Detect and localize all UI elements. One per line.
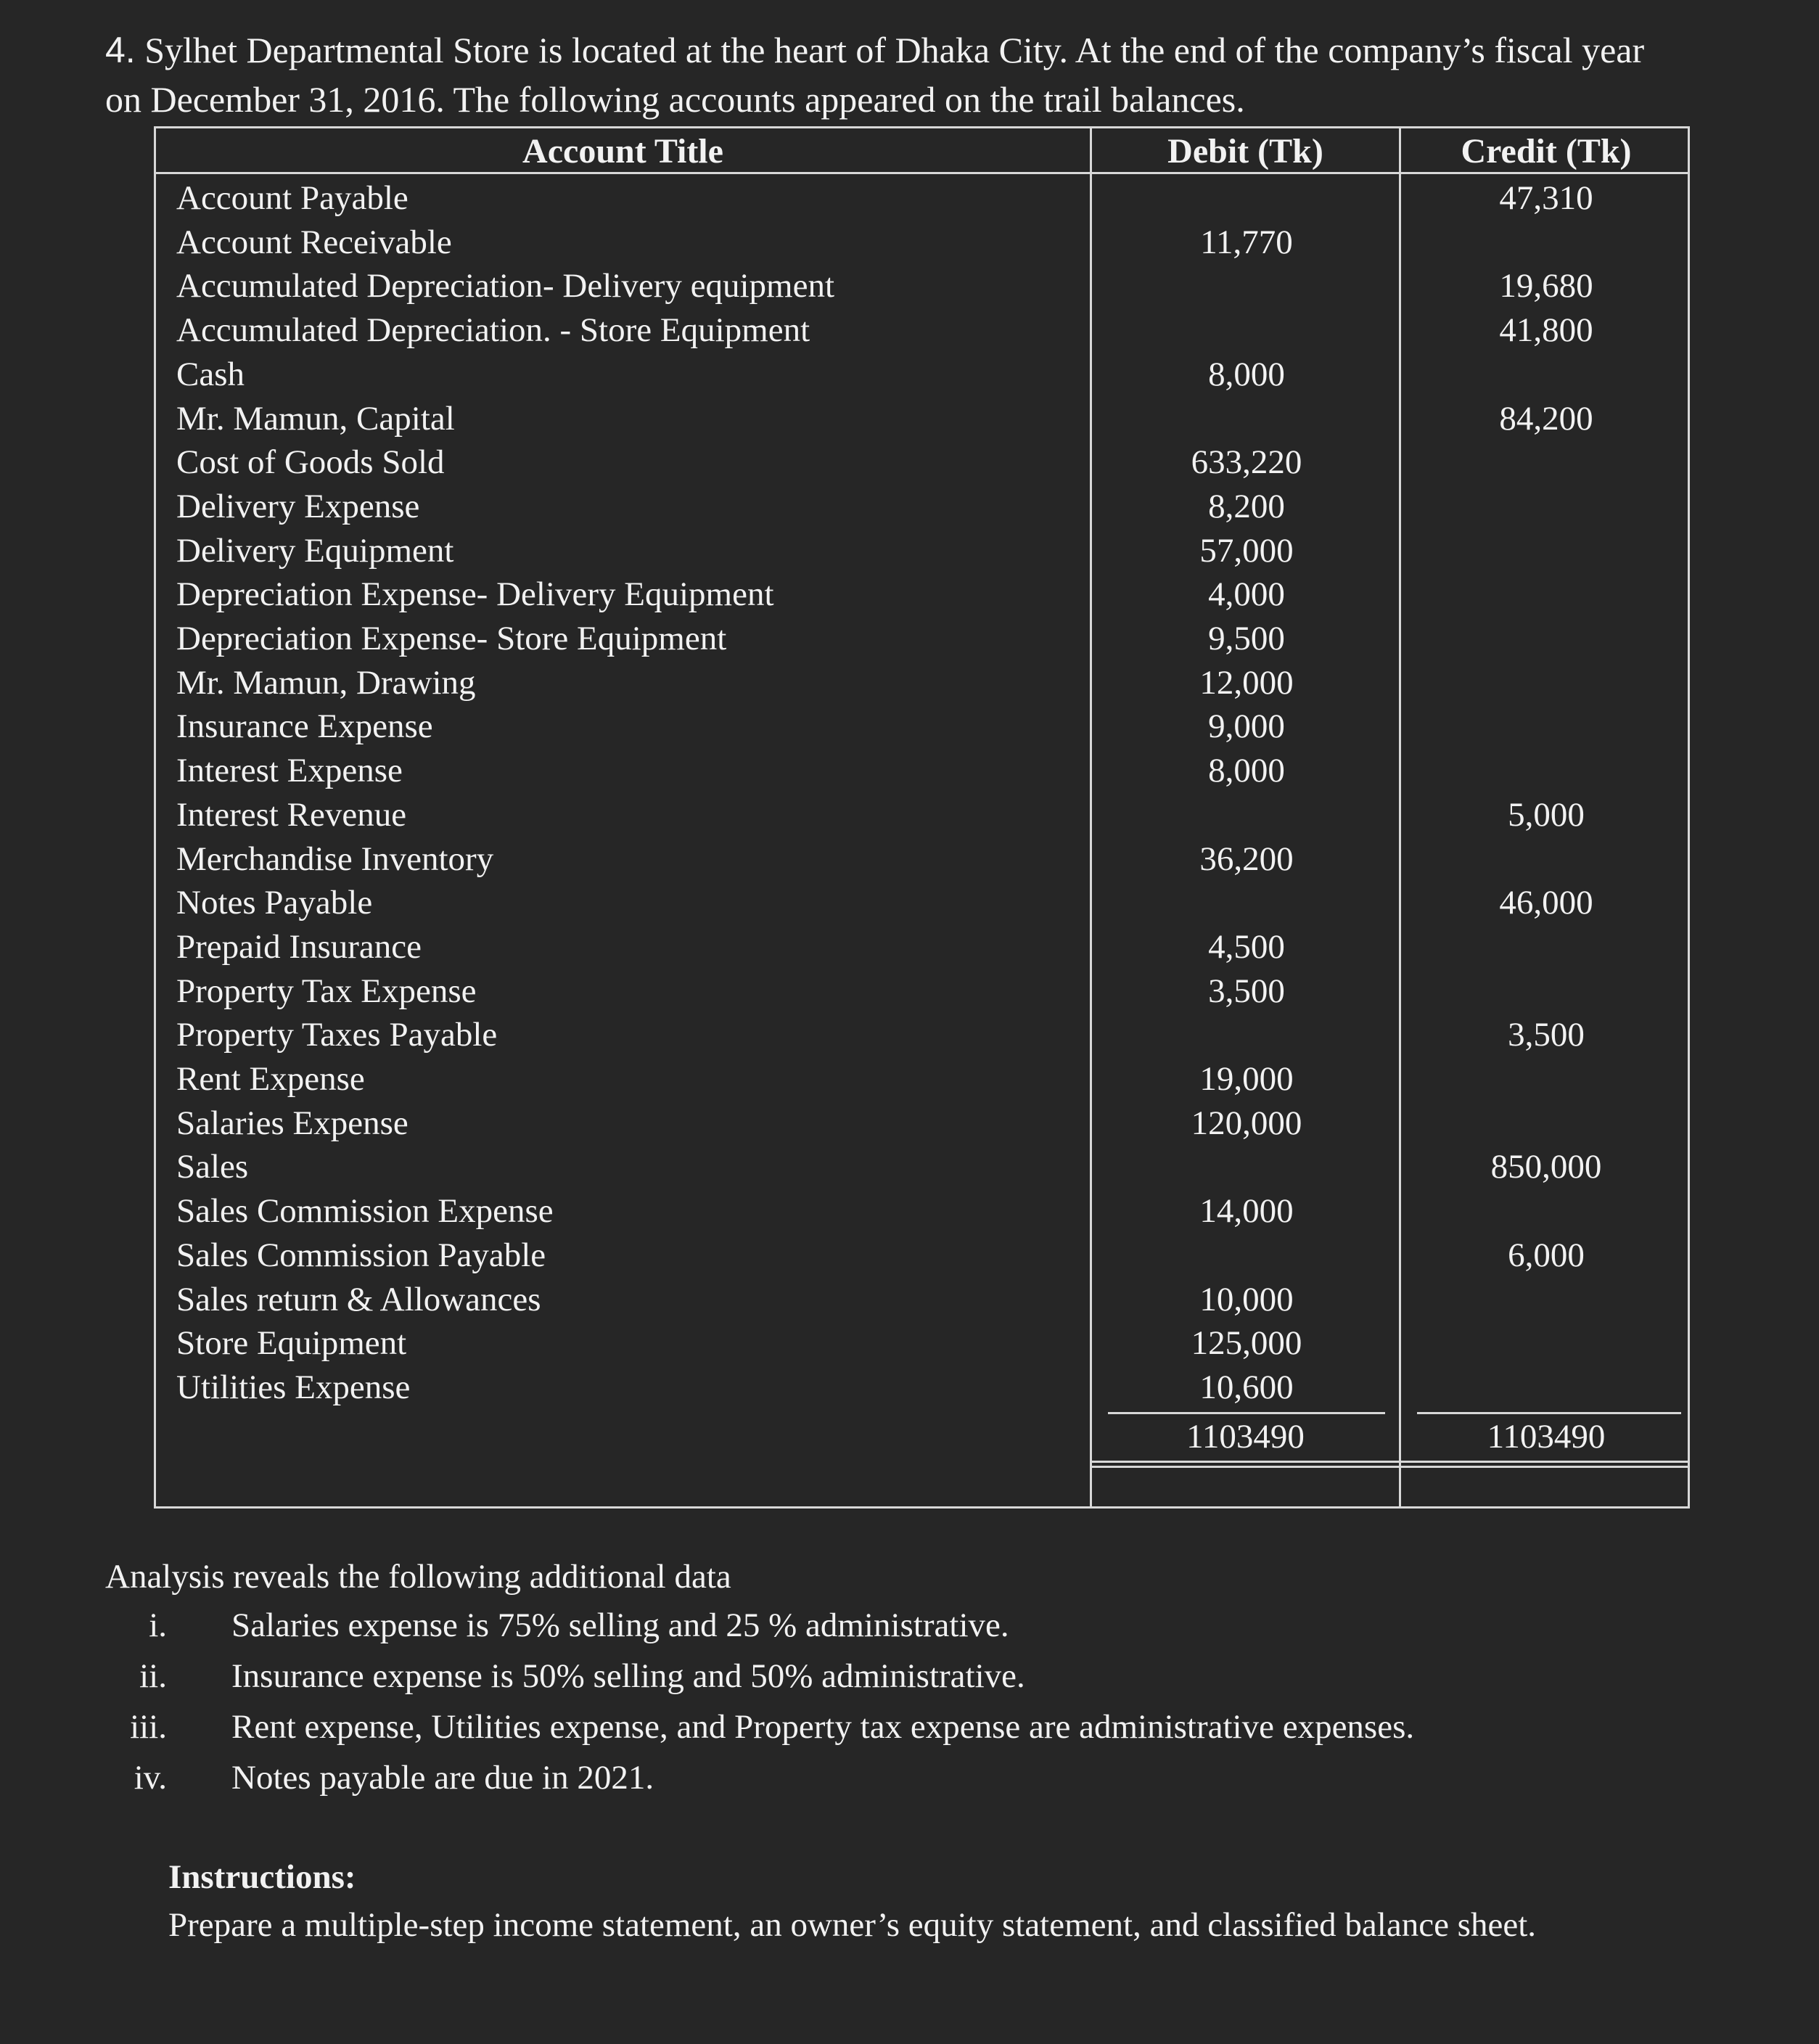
account-title: Salaries Expense (176, 1104, 408, 1142)
table-row (156, 881, 1688, 925)
table-row (156, 1057, 1688, 1101)
account-title: Delivery Expense (176, 487, 420, 525)
header-debit: Debit (Tk) (1167, 132, 1323, 171)
account-title: Merchandise Inventory (176, 840, 494, 878)
credit-amount: 19,680 (1499, 267, 1593, 305)
account-title: Depreciation Expense- Store Equipment (176, 620, 727, 657)
debit-amount: 8,000 (1208, 355, 1285, 393)
table-row (156, 837, 1688, 882)
question-line-1 (105, 29, 1644, 71)
question-text: Sylhet Departmental Store is located at the heart of Dhaka City. At the end of the company’s fiscal year (144, 30, 1645, 70)
account-title: Prepaid Insurance (176, 927, 422, 966)
account-title: Notes Payable (176, 884, 373, 922)
double-rule-top (1090, 1461, 1688, 1463)
analysis-item-number: i. (149, 1606, 167, 1644)
credit-total: 1103490 (1487, 1418, 1606, 1456)
table-row (156, 705, 1688, 749)
account-title: Account Receivable (176, 223, 452, 261)
analysis-item-text: Notes payable are due in 2021. (231, 1759, 654, 1797)
question-number: 4. (105, 30, 136, 70)
instructions-text: Prepare a multiple-step income statement, an owner’s equity statement, and classified balance sheet. (168, 1906, 1537, 1944)
debit-amount: 3,500 (1208, 972, 1285, 1010)
debit-total: 1103490 (1186, 1418, 1305, 1456)
debit-amount: 8,200 (1208, 487, 1285, 525)
trial-balance-table (154, 126, 1690, 1509)
debit-amount: 10,000 (1199, 1280, 1294, 1318)
table-row (156, 440, 1688, 485)
credit-amount: 84,200 (1499, 399, 1593, 438)
table-row (156, 1145, 1688, 1189)
instructions-heading: Instructions: (168, 1858, 356, 1896)
account-title: Insurance Expense (176, 707, 433, 746)
debit-amount: 10,600 (1199, 1368, 1294, 1406)
table-row (156, 617, 1688, 661)
account-title: Sales Commission Expense (176, 1192, 554, 1231)
account-title: Property Tax Expense (176, 972, 477, 1010)
debit-amount: 120,000 (1191, 1104, 1302, 1142)
debit-amount: 8,000 (1208, 752, 1285, 790)
table-row (156, 308, 1688, 353)
analysis-heading: Analysis reveals the following additional data (105, 1558, 731, 1596)
debit-amount: 125,000 (1191, 1324, 1302, 1363)
credit-amount: 3,500 (1508, 1016, 1585, 1054)
account-title: Depreciation Expense- Delivery Equipment (176, 575, 774, 614)
debit-amount: 12,000 (1199, 663, 1294, 702)
debit-amount: 36,200 (1199, 840, 1294, 878)
table-row (156, 572, 1688, 617)
account-title: Cash (176, 355, 245, 393)
debit-amount: 9,000 (1208, 707, 1285, 746)
account-title: Delivery Equipment (176, 531, 454, 570)
credit-amount: 850,000 (1490, 1148, 1602, 1186)
account-title: Interest Revenue (176, 795, 407, 834)
credit-amount: 5,000 (1508, 795, 1585, 834)
credit-amount: 46,000 (1499, 884, 1593, 922)
analysis-item-number: iii. (130, 1708, 167, 1746)
debit-amount: 633,220 (1191, 443, 1302, 482)
account-title: Sales Commission Payable (176, 1236, 546, 1274)
account-title: Mr. Mamun, Drawing (176, 663, 476, 702)
analysis-item-number: ii. (139, 1657, 167, 1695)
credit-total-rule (1417, 1412, 1681, 1414)
credit-amount: 47,310 (1499, 179, 1593, 217)
table-row (156, 353, 1688, 397)
table-row (156, 221, 1688, 265)
debit-amount: 14,000 (1199, 1192, 1294, 1231)
question-line-2: on December 31, 2016. The following accounts appeared on the trail balances. (105, 79, 1245, 120)
credit-amount: 6,000 (1508, 1236, 1585, 1274)
account-title: Mr. Mamun, Capital (176, 399, 455, 438)
table-row (156, 1278, 1688, 1322)
account-title: Utilities Expense (176, 1368, 411, 1406)
table-row (156, 1366, 1688, 1410)
table-row (156, 793, 1688, 837)
table-row (156, 1189, 1688, 1234)
table-row (156, 264, 1688, 308)
header-account-title: Account Title (522, 132, 723, 171)
debit-amount: 11,770 (1200, 223, 1293, 261)
analysis-item-text: Salaries expense is 75% selling and 25 % administrative. (231, 1606, 1009, 1644)
table-row (156, 397, 1688, 441)
table-row (156, 1321, 1688, 1366)
double-rule-bottom (1090, 1466, 1688, 1468)
debit-amount: 19,000 (1199, 1060, 1294, 1098)
table-row (156, 925, 1688, 969)
table-row (156, 485, 1688, 529)
account-title: Sales (176, 1148, 249, 1186)
table-row (156, 176, 1688, 221)
debit-amount: 4,000 (1208, 575, 1285, 614)
debit-amount: 4,500 (1208, 927, 1285, 966)
table-row (156, 661, 1688, 705)
account-title: Cost of Goods Sold (176, 443, 445, 482)
account-title: Interest Expense (176, 752, 403, 790)
table-row (156, 969, 1688, 1014)
table-row (156, 1013, 1688, 1057)
analysis-item-number: iv. (134, 1759, 167, 1797)
account-title: Property Taxes Payable (176, 1016, 498, 1054)
analysis-item-text: Rent expense, Utilities expense, and Property tax expense are administrative expenses. (231, 1708, 1415, 1746)
table-row (156, 1101, 1688, 1146)
account-title: Store Equipment (176, 1324, 407, 1363)
table-row (156, 1234, 1688, 1278)
credit-amount: 41,800 (1499, 311, 1593, 350)
debit-total-rule (1108, 1412, 1385, 1414)
table-row (156, 749, 1688, 793)
account-title: Accumulated Depreciation- Delivery equipment (176, 267, 834, 305)
debit-amount: 57,000 (1199, 531, 1294, 570)
account-title: Accumulated Depreciation. - Store Equipment (176, 311, 810, 350)
debit-amount: 9,500 (1208, 620, 1285, 657)
header-credit: Credit (Tk) (1461, 132, 1632, 171)
account-title: Sales return & Allowances (176, 1280, 541, 1318)
table-row (156, 529, 1688, 573)
analysis-item-text: Insurance expense is 50% selling and 50% administrative. (231, 1657, 1025, 1695)
account-title: Rent Expense (176, 1060, 365, 1098)
account-title: Account Payable (176, 179, 408, 217)
